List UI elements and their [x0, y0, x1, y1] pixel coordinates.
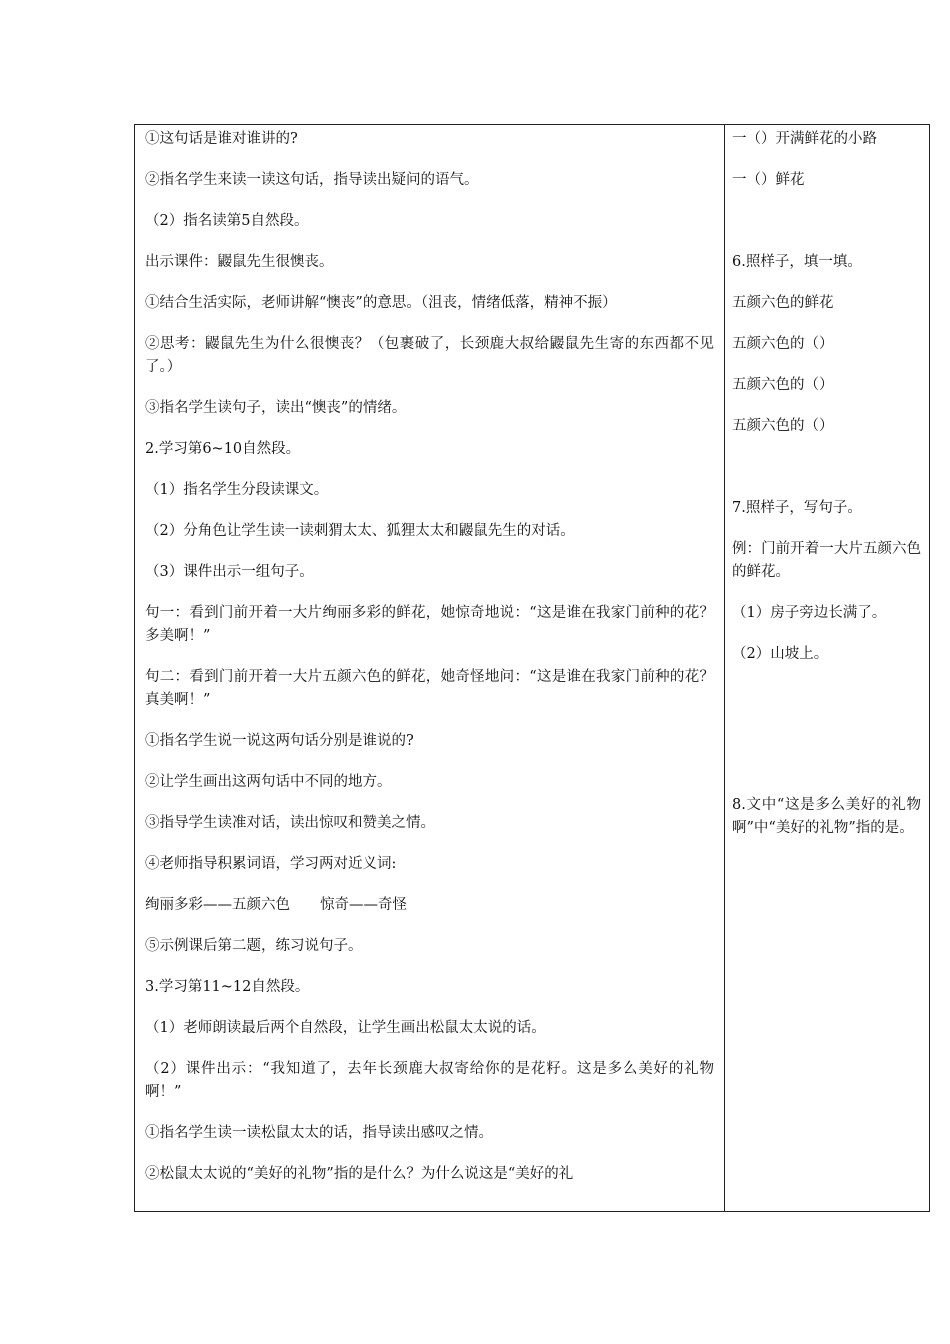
blank-space	[732, 210, 921, 251]
synonym-pair-2: 惊奇——奇怪	[320, 897, 407, 913]
sentence-one: 句一：看到门前开着一大片绚丽多彩的鲜花，她惊奇地说：“这是谁在我家门前种的花？多美啊！”	[145, 605, 714, 644]
teaching-process-column	[135, 125, 725, 1211]
sentence-two: 句二：看到门前开着一大片五颜六色的鲜花，她奇怪地问：“这是谁在我家门前种的花？真美啊！”	[145, 669, 714, 708]
fill-blank-item: 一（）开满鲜花的小路	[732, 131, 877, 147]
text-line: ③指导学生读准对话，读出惊叹和赞美之情。	[145, 815, 435, 831]
question-8-text: 8.文中“这是多么美好的礼物啊”中“美好的礼物”指的是。	[732, 797, 921, 836]
question-7-item: （1）房子旁边长满了。	[732, 605, 887, 621]
text-line: ①指名学生说一说这两句话分别是谁说的?	[145, 733, 414, 749]
section-heading: 3.学习第11~12自然段。	[145, 979, 310, 995]
question-7-example: 例：门前开着一大片五颜六色的鲜花。	[732, 541, 921, 580]
question-6-title: 6.照样子，填一填。	[732, 254, 862, 270]
text-line: ①指名学生读一读松鼠太太的话，指导读出感叹之情。	[145, 1125, 493, 1141]
question-6-example: 五颜六色的鲜花	[732, 295, 834, 311]
text-line: （3）课件出示一组句子。	[145, 564, 314, 580]
text-line: ②松鼠太太说的“美好的礼物”指的是什么？为什么说这是“美好的礼	[145, 1166, 574, 1182]
text-line: ①这句话是谁对谁讲的?	[145, 131, 298, 147]
text-line: ①结合生活实际，老师讲解“懊丧”的意思。（沮丧，情绪低落，精神不振）	[145, 295, 617, 311]
question-7-title: 7.照样子，写句子。	[732, 500, 862, 516]
exercise-column	[725, 125, 929, 1211]
text-line: （2）课件出示：“我知道了，去年长颈鹿大叔寄给你的是花籽。这是多么美好的礼物啊！”	[145, 1061, 714, 1100]
text-line: ②让学生画出这两句话中不同的地方。	[145, 774, 392, 790]
text-line: ③指名学生读句子，读出“懊丧”的情绪。	[145, 400, 407, 416]
text-line: （1）老师朗读最后两个自然段，让学生画出松鼠太太说的话。	[145, 1020, 546, 1036]
synonym-pairs	[145, 894, 714, 917]
synonym-pair-1: 绚丽多彩——五颜六色	[145, 897, 290, 913]
text-line: （2）分角色让学生读一读刺猬太太、狐狸太太和鼹鼠先生的对话。	[145, 523, 575, 539]
fill-blank-item: 一（）鲜花	[732, 172, 805, 188]
text-line: （2）指名读第5自然段。	[145, 213, 309, 229]
question-7-item: （2）山坡上。	[732, 646, 829, 662]
text-line: 出示课件：鼹鼠先生很懊丧。	[145, 254, 334, 270]
lesson-table	[134, 124, 930, 1212]
question-6-blank: 五颜六色的（）	[732, 377, 834, 393]
text-line: ②思考：鼹鼠先生为什么很懊丧？（包裹破了，长颈鹿大叔给鼹鼠先生寄的东西都不见了。）	[145, 336, 714, 375]
section-heading: 2.学习第6~10自然段。	[145, 441, 301, 457]
text-line: ⑤示例课后第二题，练习说句子。	[145, 938, 363, 954]
question-6-blank: 五颜六色的（）	[732, 336, 834, 352]
text-line: ②指名学生来读一读这句话，指导读出疑问的语气。	[145, 172, 479, 188]
text-line: （1）指名学生分段读课文。	[145, 482, 329, 498]
text-line: ④老师指导积累词语，学习两对近义词:	[145, 856, 397, 872]
question-6-blank: 五颜六色的（）	[732, 418, 834, 434]
blank-space	[732, 684, 921, 794]
blank-space	[732, 456, 921, 497]
